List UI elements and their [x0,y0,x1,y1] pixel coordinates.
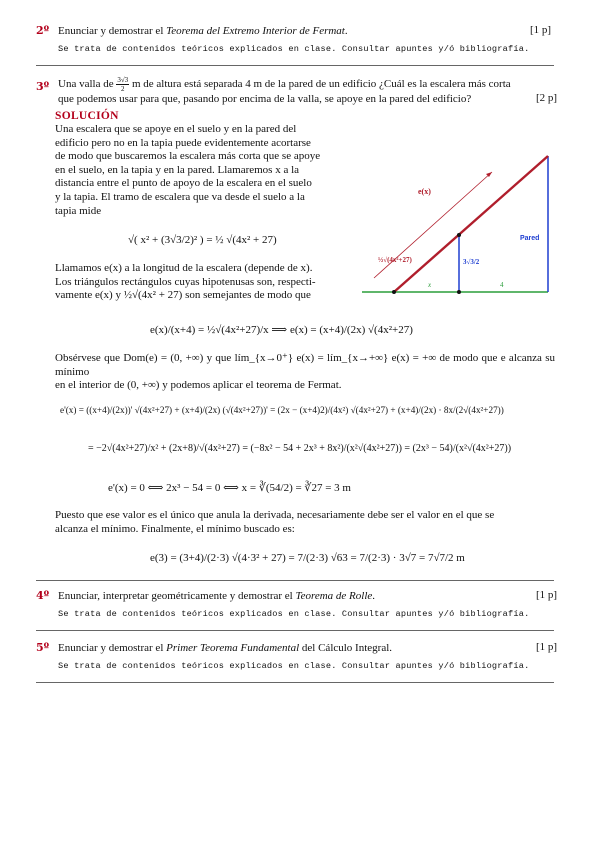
question-2-text-post: . [344,25,348,37]
label-tapia-segment: ½√(4x²+27) [378,256,412,264]
question-3-number: 3º [36,80,50,93]
question-3-line-2: que podemos usar para que, pasando por encima de la valla, se apoye en la pared del edificio? [58,93,472,105]
solution-title: SOLUCIÓN [55,110,119,122]
para3-line-1: Obsérvese que Dom(e) = (0, +∞) y que lím_{x→0⁺} e(x) = lím_{x→+∞} e(x) = +∞ de modo que e alcanza su mínimo [55,352,555,378]
ground-point [392,290,396,294]
equation-derivative-1: e'(x) = ((x+4)/(2x))' √(4x²+27) + (x+4)/(2x) (√(4x²+27))' = (2x − (x+4)2)/(4x²) √(4x²+27) + (x+4)/(2x) · 8x/(2√(4x²+27)) [60,405,504,415]
question-4-points: [1 p] [536,589,558,601]
valla-height-num: 3√3 [117,76,129,84]
label-4: 4 [500,281,504,289]
label-pared: Pared [520,235,540,242]
question-4-text-post: . [372,590,376,602]
equation-final-result: e(3) = (3+4)/(2·3) √(4·3² + 27) = 7/(2·3) √63 = 7/(2·3) · 3√7 = 7√7/2 m [150,552,465,564]
question-5-note: Se trata de contenidos teóricos explicados en clase. Consultar apuntes y/ó bibliografía. [58,661,530,671]
question-2-points: [1 p] [530,24,552,36]
question-4-number: 4º [36,589,50,602]
question-3-line-1 [58,76,511,93]
question-2-text-pre: Enunciar y demostrar el [58,25,167,37]
divider-2 [36,580,554,581]
ladder-figure [362,150,556,300]
label-x: x [428,281,432,289]
question-5-number: 5º [36,641,50,654]
solution-paragraph-4 [55,509,555,536]
question-2-text [58,24,348,38]
equation-critical-point: e'(x) = 0 ⟺ 2x³ − 54 = 0 ⟺ x = ∛(54/2) = ∛27 = 3 m [108,482,351,494]
para4-line-2: alcanza el mínimo. Finalmente, el mínimo buscado es: [55,522,295,535]
para3-line-2: en el interior de (0, +∞) y podemos aplicar el teorema de Fermat. [55,379,342,392]
question-5-text [58,641,392,655]
para1-line-3: de modo que buscaremos la escalera más corta que se apoye [55,150,321,163]
question-4-text-pre: Enunciar, interpretar geométricamente y demostrar el [58,590,296,602]
ladder-line [394,156,548,292]
para4-line-1: Puesto que ese valor es el único que anula la derivada, necesariamente debe ser el valor en el que se [55,509,495,521]
solution-paragraph-2 [55,262,347,303]
question-4-theorem-name: Teorema de Rolle [295,590,373,602]
para1-line-2: edificio pero no en la tapia puede evidentemente acortarse [55,136,311,149]
question-2-note: Se trata de contenidos teóricos explicados en clase. Consultar apuntes y/ó bibliografía. [58,44,530,54]
question-3-points: [2 p] [536,92,558,104]
valla-height-fraction [116,76,129,93]
equation-tapia-length: √( x² + (3√3/2)² ) = ½ √(4x² + 27) [128,234,277,246]
para1-line-5: distancia entre el punto de apoyo de la escalera en el suelo [55,177,312,190]
question-5-points: [1 p] [536,641,558,653]
question-5-theorem-name: Primer Teorema Fundamental [166,642,300,654]
equation-similar-triangles: e(x)/(x+4) = ½√(4x²+27)/x ⟹ e(x) = (x+4)/(2x) √(4x²+27) [150,324,413,336]
divider-3 [36,630,554,631]
fence-top-point [457,233,461,237]
divider-1 [36,65,554,66]
para2-line-2: Los triángulos rectángulos cuyas hipotenusas son, respecti- [55,275,316,288]
fence-base-point [457,290,461,294]
label-valla: 3√3/2 [463,258,480,266]
para2-line-1: Llamamos e(x) a la longitud de la escalera (depende de x). [55,262,313,274]
para1-line-6: y la tapia. El tramo de escalera que va desde el suelo a la [55,190,305,203]
question-4-note: Se trata de contenidos teóricos explicados en clase. Consultar apuntes y/ó bibliografía. [58,609,530,619]
para1-line-1: Una escalera que se apoye en el suelo y en la pared del [55,123,297,135]
question-3-line-1-pre: Una valla de [58,78,117,91]
question-2-number: 2º [36,24,50,37]
para1-line-4: en el suelo, en la tapia y en la pared. Llamaremos x a la [55,163,300,176]
equation-derivative-2: = −2√(4x²+27)/x² + (2x+8)/√(4x²+27) = (−8x² − 54 + 2x³ + 8x²)/(x²√(4x²+27)) = (2x³ − 54)/(x²√(4x²+27)) [88,443,512,454]
question-3-line-1-post: m de altura está separada 4 m de la pared de un edificio ¿Cuál es la escalera más corta [129,78,511,91]
label-e: e(x) [418,187,431,196]
para2-line-3: vamente e(x) y ½√(4x² + 27) son semejantes de modo que [55,289,311,302]
question-2-theorem-name: Teorema del Extremo Interior de Fermat [166,25,345,37]
question-5-text-post: del Cálculo Integral. [299,642,393,654]
question-4-text [58,589,375,603]
solution-paragraph-3 [55,352,555,393]
solution-paragraph-1 [55,123,343,218]
para1-line-7: tapia mide [55,204,102,217]
divider-4 [36,682,554,683]
valla-height-den: 2 [121,85,125,93]
question-5-text-pre: Enunciar y demostrar el [58,642,167,654]
